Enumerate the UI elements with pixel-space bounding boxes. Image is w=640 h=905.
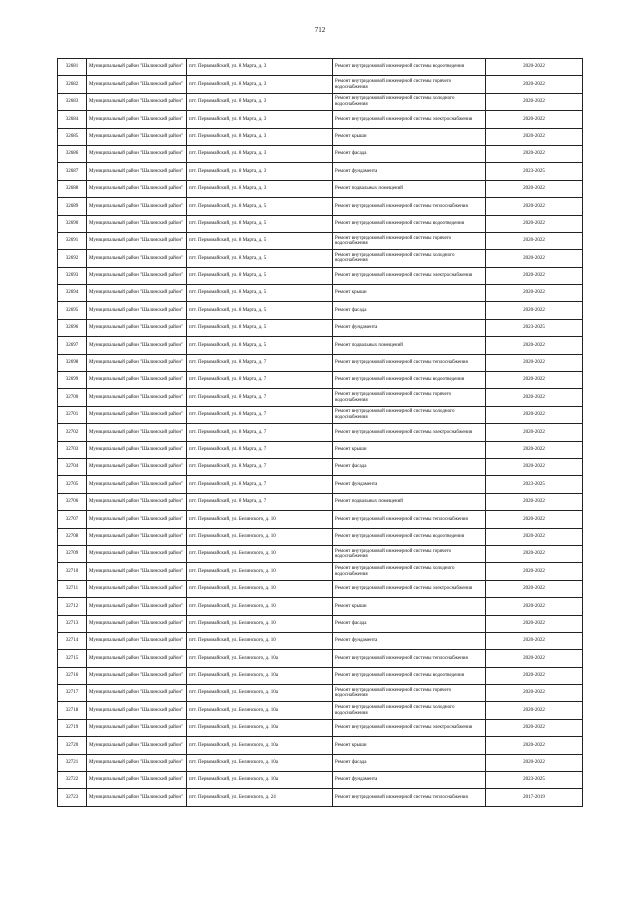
work-type-cell: Ремонт внутридомовой инженерной системы водоотведения: [333, 215, 486, 232]
period-cell: 2023-2025: [486, 772, 583, 789]
period-cell: 2020-2022: [486, 145, 583, 162]
period-cell: 2020-2022: [486, 719, 583, 736]
district-cell: Муниципальный район "Шалинский район": [87, 180, 187, 197]
period-cell: 2020-2022: [486, 215, 583, 232]
address-cell: пгт. Первомайский, ул. 8 Марта, д. 5: [187, 215, 333, 232]
period-cell: 2023-2025: [486, 319, 583, 336]
row-number-cell: 32714: [58, 632, 87, 649]
period-cell: 2020-2022: [486, 598, 583, 615]
table-row: [58, 319, 583, 336]
period-cell: 2020-2022: [486, 563, 583, 580]
work-type-cell: Ремонт фасада: [333, 302, 486, 319]
table-row: [58, 580, 583, 597]
row-number-cell: 32706: [58, 493, 87, 510]
district-cell: Муниципальный район "Шалинский район": [87, 215, 187, 232]
address-cell: пгт. Первомайский, ул. Белинского, д. 10а: [187, 772, 333, 789]
district-cell: Муниципальный район "Шалинский район": [87, 528, 187, 545]
address-cell: пгт. Первомайский, ул. Белинского, д. 10: [187, 615, 333, 632]
district-cell: Муниципальный район "Шалинский район": [87, 441, 187, 458]
address-cell: пгт. Первомайский, ул. Белинского, д. 10а: [187, 650, 333, 667]
table-row: [58, 789, 583, 806]
row-number-cell: 32699: [58, 372, 87, 389]
period-cell: 2020-2022: [486, 59, 583, 76]
work-type-cell: Ремонт внутридомовой инженерной системы теплоснабжения: [333, 354, 486, 371]
row-number-cell: 32686: [58, 145, 87, 162]
table-row: [58, 145, 583, 162]
period-cell: 2020-2022: [486, 458, 583, 475]
table-row: [58, 59, 583, 76]
row-number-cell: 32704: [58, 458, 87, 475]
work-type-cell: Ремонт крыши: [333, 441, 486, 458]
work-type-cell: Ремонт внутридомовой инженерной системы водоотведения: [333, 59, 486, 76]
district-cell: Муниципальный район "Шалинский район": [87, 145, 187, 162]
table-row: [58, 615, 583, 632]
table-row: [58, 702, 583, 719]
address-cell: пгт. Первомайский, ул. 8 Марта, д. 5: [187, 250, 333, 267]
district-cell: Муниципальный район "Шалинский район": [87, 789, 187, 806]
table-row: [58, 441, 583, 458]
district-cell: Муниципальный район "Шалинский район": [87, 285, 187, 302]
row-number-cell: 32721: [58, 754, 87, 771]
table-row: [58, 493, 583, 510]
period-cell: 2020-2022: [486, 180, 583, 197]
row-number-cell: 32685: [58, 128, 87, 145]
district-cell: Муниципальный район "Шалинский район": [87, 632, 187, 649]
row-number-cell: 32703: [58, 441, 87, 458]
period-cell: 2020-2022: [486, 424, 583, 441]
row-number-cell: 32691: [58, 232, 87, 249]
district-cell: Муниципальный район "Шалинский район": [87, 198, 187, 215]
period-cell: 2020-2022: [486, 267, 583, 284]
table-row: [58, 285, 583, 302]
row-number-cell: 32708: [58, 528, 87, 545]
row-number-cell: 32720: [58, 737, 87, 754]
registry-table-body: [58, 59, 583, 807]
row-number-cell: 32696: [58, 319, 87, 336]
work-type-cell: Ремонт внутридомовой инженерной системы теплоснабжения: [333, 650, 486, 667]
table-row: [58, 667, 583, 684]
address-cell: пгт. Первомайский, ул. Белинского, д. 10: [187, 511, 333, 528]
work-type-cell: Ремонт внутридомовой инженерной системы холодного водоснабжения: [333, 406, 486, 423]
work-type-cell: Ремонт крыши: [333, 285, 486, 302]
table-row: [58, 180, 583, 197]
table-row: [58, 111, 583, 128]
address-cell: пгт. Первомайский, ул. Белинского, д. 10а: [187, 737, 333, 754]
district-cell: Муниципальный район "Шалинский район": [87, 337, 187, 354]
district-cell: Муниципальный район "Шалинский район": [87, 650, 187, 667]
row-number-cell: 32692: [58, 250, 87, 267]
table-row: [58, 232, 583, 249]
row-number-cell: 32701: [58, 406, 87, 423]
address-cell: пгт. Первомайский, ул. 8 Марта, д. 7: [187, 476, 333, 493]
row-number-cell: 32712: [58, 598, 87, 615]
address-cell: пгт. Первомайский, ул. 8 Марта, д. 3: [187, 111, 333, 128]
period-cell: 2020-2022: [486, 372, 583, 389]
period-cell: 2020-2022: [486, 337, 583, 354]
work-type-cell: Ремонт внутридомовой инженерной системы водоотведения: [333, 372, 486, 389]
page-number: 712: [314, 26, 326, 34]
address-cell: пгт. Первомайский, ул. Белинского, д. 10: [187, 632, 333, 649]
row-number-cell: 32700: [58, 389, 87, 406]
registry-table: [57, 58, 583, 807]
district-cell: Муниципальный район "Шалинский район": [87, 476, 187, 493]
row-number-cell: 32717: [58, 685, 87, 702]
row-number-cell: 32683: [58, 93, 87, 110]
row-number-cell: 32687: [58, 163, 87, 180]
address-cell: пгт. Первомайский, ул. Белинского, д. 10: [187, 563, 333, 580]
period-cell: 2020-2022: [486, 354, 583, 371]
period-cell: 2020-2022: [486, 198, 583, 215]
work-type-cell: Ремонт крыши: [333, 737, 486, 754]
work-type-cell: Ремонт внутридомовой инженерной системы электроснабжения: [333, 424, 486, 441]
address-cell: пгт. Первомайский, ул. Белинского, д. 10а: [187, 685, 333, 702]
table-row: [58, 250, 583, 267]
address-cell: пгт. Первомайский, ул. 8 Марта, д. 7: [187, 458, 333, 475]
period-cell: 2020-2022: [486, 250, 583, 267]
table-row: [58, 372, 583, 389]
district-cell: Муниципальный район "Шалинский район": [87, 615, 187, 632]
period-cell: 2020-2022: [486, 685, 583, 702]
address-cell: пгт. Первомайский, ул. Белинского, д. 24: [187, 789, 333, 806]
table-row: [58, 476, 583, 493]
address-cell: пгт. Первомайский, ул. 8 Марта, д. 7: [187, 406, 333, 423]
work-type-cell: Ремонт внутридомовой инженерной системы холодного водоснабжения: [333, 563, 486, 580]
table-row: [58, 754, 583, 771]
district-cell: Муниципальный район "Шалинский район": [87, 406, 187, 423]
address-cell: пгт. Первомайский, ул. 8 Марта, д. 7: [187, 441, 333, 458]
address-cell: пгт. Первомайский, ул. 8 Марта, д. 3: [187, 145, 333, 162]
row-number-cell: 32688: [58, 180, 87, 197]
period-cell: 2020-2022: [486, 737, 583, 754]
row-number-cell: 32715: [58, 650, 87, 667]
district-cell: Муниципальный район "Шалинский район": [87, 511, 187, 528]
district-cell: Муниципальный район "Шалинский район": [87, 754, 187, 771]
district-cell: Муниципальный район "Шалинский район": [87, 111, 187, 128]
work-type-cell: Ремонт фундамента: [333, 319, 486, 336]
address-cell: пгт. Первомайский, ул. 8 Марта, д. 5: [187, 337, 333, 354]
work-type-cell: Ремонт внутридомовой инженерной системы электроснабжения: [333, 111, 486, 128]
row-number-cell: 32705: [58, 476, 87, 493]
table-row: [58, 76, 583, 93]
district-cell: Муниципальный район "Шалинский район": [87, 458, 187, 475]
row-number-cell: 32694: [58, 285, 87, 302]
period-cell: 2023-2025: [486, 163, 583, 180]
work-type-cell: Ремонт фундамента: [333, 632, 486, 649]
work-type-cell: Ремонт внутридомовой инженерной системы электроснабжения: [333, 580, 486, 597]
work-type-cell: Ремонт фундамента: [333, 772, 486, 789]
row-number-cell: 32702: [58, 424, 87, 441]
period-cell: 2020-2022: [486, 128, 583, 145]
work-type-cell: Ремонт внутридомовой инженерной системы горячего водоснабжения: [333, 545, 486, 562]
address-cell: пгт. Первомайский, ул. Белинского, д. 10: [187, 598, 333, 615]
period-cell: 2020-2022: [486, 285, 583, 302]
row-number-cell: 32713: [58, 615, 87, 632]
district-cell: Муниципальный район "Шалинский район": [87, 354, 187, 371]
table-row: [58, 267, 583, 284]
period-cell: 2020-2022: [486, 511, 583, 528]
period-cell: 2020-2022: [486, 667, 583, 684]
table-row: [58, 598, 583, 615]
table-row: [58, 198, 583, 215]
period-cell: 2020-2022: [486, 93, 583, 110]
address-cell: пгт. Первомайский, ул. 8 Марта, д. 5: [187, 232, 333, 249]
district-cell: Муниципальный район "Шалинский район": [87, 685, 187, 702]
period-cell: 2020-2022: [486, 406, 583, 423]
address-cell: пгт. Первомайский, ул. Белинского, д. 10: [187, 528, 333, 545]
address-cell: пгт. Первомайский, ул. 8 Марта, д. 7: [187, 354, 333, 371]
period-cell: 2020-2022: [486, 632, 583, 649]
period-cell: 2017-2019: [486, 789, 583, 806]
table-row: [58, 719, 583, 736]
table-row: [58, 458, 583, 475]
table-row: [58, 632, 583, 649]
address-cell: пгт. Первомайский, ул. 8 Марта, д. 3: [187, 163, 333, 180]
period-cell: 2020-2022: [486, 441, 583, 458]
row-number-cell: 32697: [58, 337, 87, 354]
table-row: [58, 685, 583, 702]
work-type-cell: Ремонт внутридомовой инженерной системы холодного водоснабжения: [333, 250, 486, 267]
district-cell: Муниципальный район "Шалинский район": [87, 493, 187, 510]
district-cell: Муниципальный район "Шалинский район": [87, 389, 187, 406]
district-cell: Муниципальный район "Шалинский район": [87, 59, 187, 76]
table-row: [58, 772, 583, 789]
work-type-cell: Ремонт внутридомовой инженерной системы водоотведения: [333, 667, 486, 684]
table-row: [58, 424, 583, 441]
period-cell: 2020-2022: [486, 545, 583, 562]
address-cell: пгт. Первомайский, ул. Белинского, д. 10а: [187, 667, 333, 684]
table-row: [58, 302, 583, 319]
work-type-cell: Ремонт внутридомовой инженерной системы горячего водоснабжения: [333, 76, 486, 93]
work-type-cell: Ремонт подвальных помещений: [333, 337, 486, 354]
table-row: [58, 93, 583, 110]
row-number-cell: 32710: [58, 563, 87, 580]
table-row: [58, 406, 583, 423]
row-number-cell: 32716: [58, 667, 87, 684]
address-cell: пгт. Первомайский, ул. 8 Марта, д. 3: [187, 93, 333, 110]
work-type-cell: Ремонт фундамента: [333, 163, 486, 180]
address-cell: пгт. Первомайский, ул. 8 Марта, д. 3: [187, 128, 333, 145]
address-cell: пгт. Первомайский, ул. Белинского, д. 10а: [187, 702, 333, 719]
row-number-cell: 32689: [58, 198, 87, 215]
district-cell: Муниципальный район "Шалинский район": [87, 267, 187, 284]
work-type-cell: Ремонт фасада: [333, 615, 486, 632]
work-type-cell: Ремонт внутридомовой инженерной системы горячего водоснабжения: [333, 232, 486, 249]
district-cell: Муниципальный район "Шалинский район": [87, 319, 187, 336]
work-type-cell: Ремонт крыши: [333, 128, 486, 145]
work-type-cell: Ремонт внутридомовой инженерной системы электроснабжения: [333, 719, 486, 736]
table-row: [58, 511, 583, 528]
table-row: [58, 389, 583, 406]
address-cell: пгт. Первомайский, ул. 8 Марта, д. 5: [187, 319, 333, 336]
work-type-cell: Ремонт фасада: [333, 754, 486, 771]
district-cell: Муниципальный район "Шалинский район": [87, 580, 187, 597]
period-cell: 2020-2022: [486, 528, 583, 545]
work-type-cell: Ремонт крыши: [333, 598, 486, 615]
address-cell: пгт. Первомайский, ул. 8 Марта, д. 5: [187, 267, 333, 284]
district-cell: Муниципальный район "Шалинский район": [87, 719, 187, 736]
district-cell: Муниципальный район "Шалинский район": [87, 667, 187, 684]
row-number-cell: 32723: [58, 789, 87, 806]
address-cell: пгт. Первомайский, ул. 8 Марта, д. 5: [187, 198, 333, 215]
work-type-cell: Ремонт фундамента: [333, 476, 486, 493]
row-number-cell: 32681: [58, 59, 87, 76]
work-type-cell: Ремонт внутридомовой инженерной системы водоотведения: [333, 528, 486, 545]
table-row: [58, 128, 583, 145]
district-cell: Муниципальный район "Шалинский район": [87, 163, 187, 180]
row-number-cell: 32707: [58, 511, 87, 528]
work-type-cell: Ремонт подвальных помещений: [333, 493, 486, 510]
period-cell: 2020-2022: [486, 754, 583, 771]
row-number-cell: 32698: [58, 354, 87, 371]
period-cell: 2020-2022: [486, 302, 583, 319]
district-cell: Муниципальный район "Шалинский район": [87, 250, 187, 267]
table-row: [58, 563, 583, 580]
work-type-cell: Ремонт внутридомовой инженерной системы теплоснабжения: [333, 511, 486, 528]
work-type-cell: Ремонт внутридомовой инженерной системы холодного водоснабжения: [333, 93, 486, 110]
row-number-cell: 32690: [58, 215, 87, 232]
address-cell: пгт. Первомайский, ул. Белинского, д. 10: [187, 545, 333, 562]
period-cell: 2020-2022: [486, 615, 583, 632]
period-cell: 2023-2025: [486, 476, 583, 493]
work-type-cell: Ремонт фасада: [333, 145, 486, 162]
row-number-cell: 32711: [58, 580, 87, 597]
district-cell: Муниципальный район "Шалинский район": [87, 563, 187, 580]
district-cell: Муниципальный район "Шалинский район": [87, 424, 187, 441]
work-type-cell: Ремонт внутридомовой инженерной системы теплоснабжения: [333, 198, 486, 215]
row-number-cell: 32682: [58, 76, 87, 93]
table-row: [58, 337, 583, 354]
period-cell: 2020-2022: [486, 111, 583, 128]
row-number-cell: 32722: [58, 772, 87, 789]
address-cell: пгт. Первомайский, ул. 8 Марта, д. 7: [187, 424, 333, 441]
address-cell: пгт. Первомайский, ул. Белинского, д. 10а: [187, 754, 333, 771]
district-cell: Муниципальный район "Шалинский район": [87, 76, 187, 93]
table-row: [58, 354, 583, 371]
period-cell: 2020-2022: [486, 650, 583, 667]
table-row: [58, 215, 583, 232]
table-row: [58, 545, 583, 562]
district-cell: Муниципальный район "Шалинский район": [87, 302, 187, 319]
table-row: [58, 528, 583, 545]
district-cell: Муниципальный район "Шалинский район": [87, 545, 187, 562]
address-cell: пгт. Первомайский, ул. 8 Марта, д. 5: [187, 285, 333, 302]
period-cell: 2020-2022: [486, 232, 583, 249]
period-cell: 2020-2022: [486, 580, 583, 597]
period-cell: 2020-2022: [486, 389, 583, 406]
row-number-cell: 32718: [58, 702, 87, 719]
row-number-cell: 32684: [58, 111, 87, 128]
district-cell: Муниципальный район "Шалинский район": [87, 772, 187, 789]
address-cell: пгт. Первомайский, ул. 8 Марта, д. 3: [187, 76, 333, 93]
work-type-cell: Ремонт внутридомовой инженерной системы горячего водоснабжения: [333, 685, 486, 702]
row-number-cell: 32719: [58, 719, 87, 736]
table-row: [58, 163, 583, 180]
address-cell: пгт. Первомайский, ул. 8 Марта, д. 3: [187, 180, 333, 197]
row-number-cell: 32693: [58, 267, 87, 284]
district-cell: Муниципальный район "Шалинский район": [87, 598, 187, 615]
work-type-cell: Ремонт внутридомовой инженерной системы теплоснабжения: [333, 789, 486, 806]
district-cell: Муниципальный район "Шалинский район": [87, 232, 187, 249]
work-type-cell: Ремонт внутридомовой инженерной системы электроснабжения: [333, 267, 486, 284]
address-cell: пгт. Первомайский, ул. Белинского, д. 10: [187, 580, 333, 597]
work-type-cell: Ремонт внутридомовой инженерной системы холодного водоснабжения: [333, 702, 486, 719]
table-row: [58, 650, 583, 667]
period-cell: 2020-2022: [486, 76, 583, 93]
row-number-cell: 32695: [58, 302, 87, 319]
table-row: [58, 737, 583, 754]
work-type-cell: Ремонт подвальных помещений: [333, 180, 486, 197]
row-number-cell: 32709: [58, 545, 87, 562]
district-cell: Муниципальный район "Шалинский район": [87, 128, 187, 145]
address-cell: пгт. Первомайский, ул. 8 Марта, д. 7: [187, 372, 333, 389]
district-cell: Муниципальный район "Шалинский район": [87, 93, 187, 110]
district-cell: Муниципальный район "Шалинский район": [87, 702, 187, 719]
district-cell: Муниципальный район "Шалинский район": [87, 737, 187, 754]
work-type-cell: Ремонт внутридомовой инженерной системы горячего водоснабжения: [333, 389, 486, 406]
address-cell: пгт. Первомайский, ул. 8 Марта, д. 3: [187, 59, 333, 76]
address-cell: пгт. Первомайский, ул. 8 Марта, д. 7: [187, 493, 333, 510]
period-cell: 2020-2022: [486, 702, 583, 719]
address-cell: пгт. Первомайский, ул. Белинского, д. 10а: [187, 719, 333, 736]
address-cell: пгт. Первомайский, ул. 8 Марта, д. 5: [187, 302, 333, 319]
address-cell: пгт. Первомайский, ул. 8 Марта, д. 7: [187, 389, 333, 406]
district-cell: Муниципальный район "Шалинский район": [87, 372, 187, 389]
work-type-cell: Ремонт фасада: [333, 458, 486, 475]
period-cell: 2020-2022: [486, 493, 583, 510]
